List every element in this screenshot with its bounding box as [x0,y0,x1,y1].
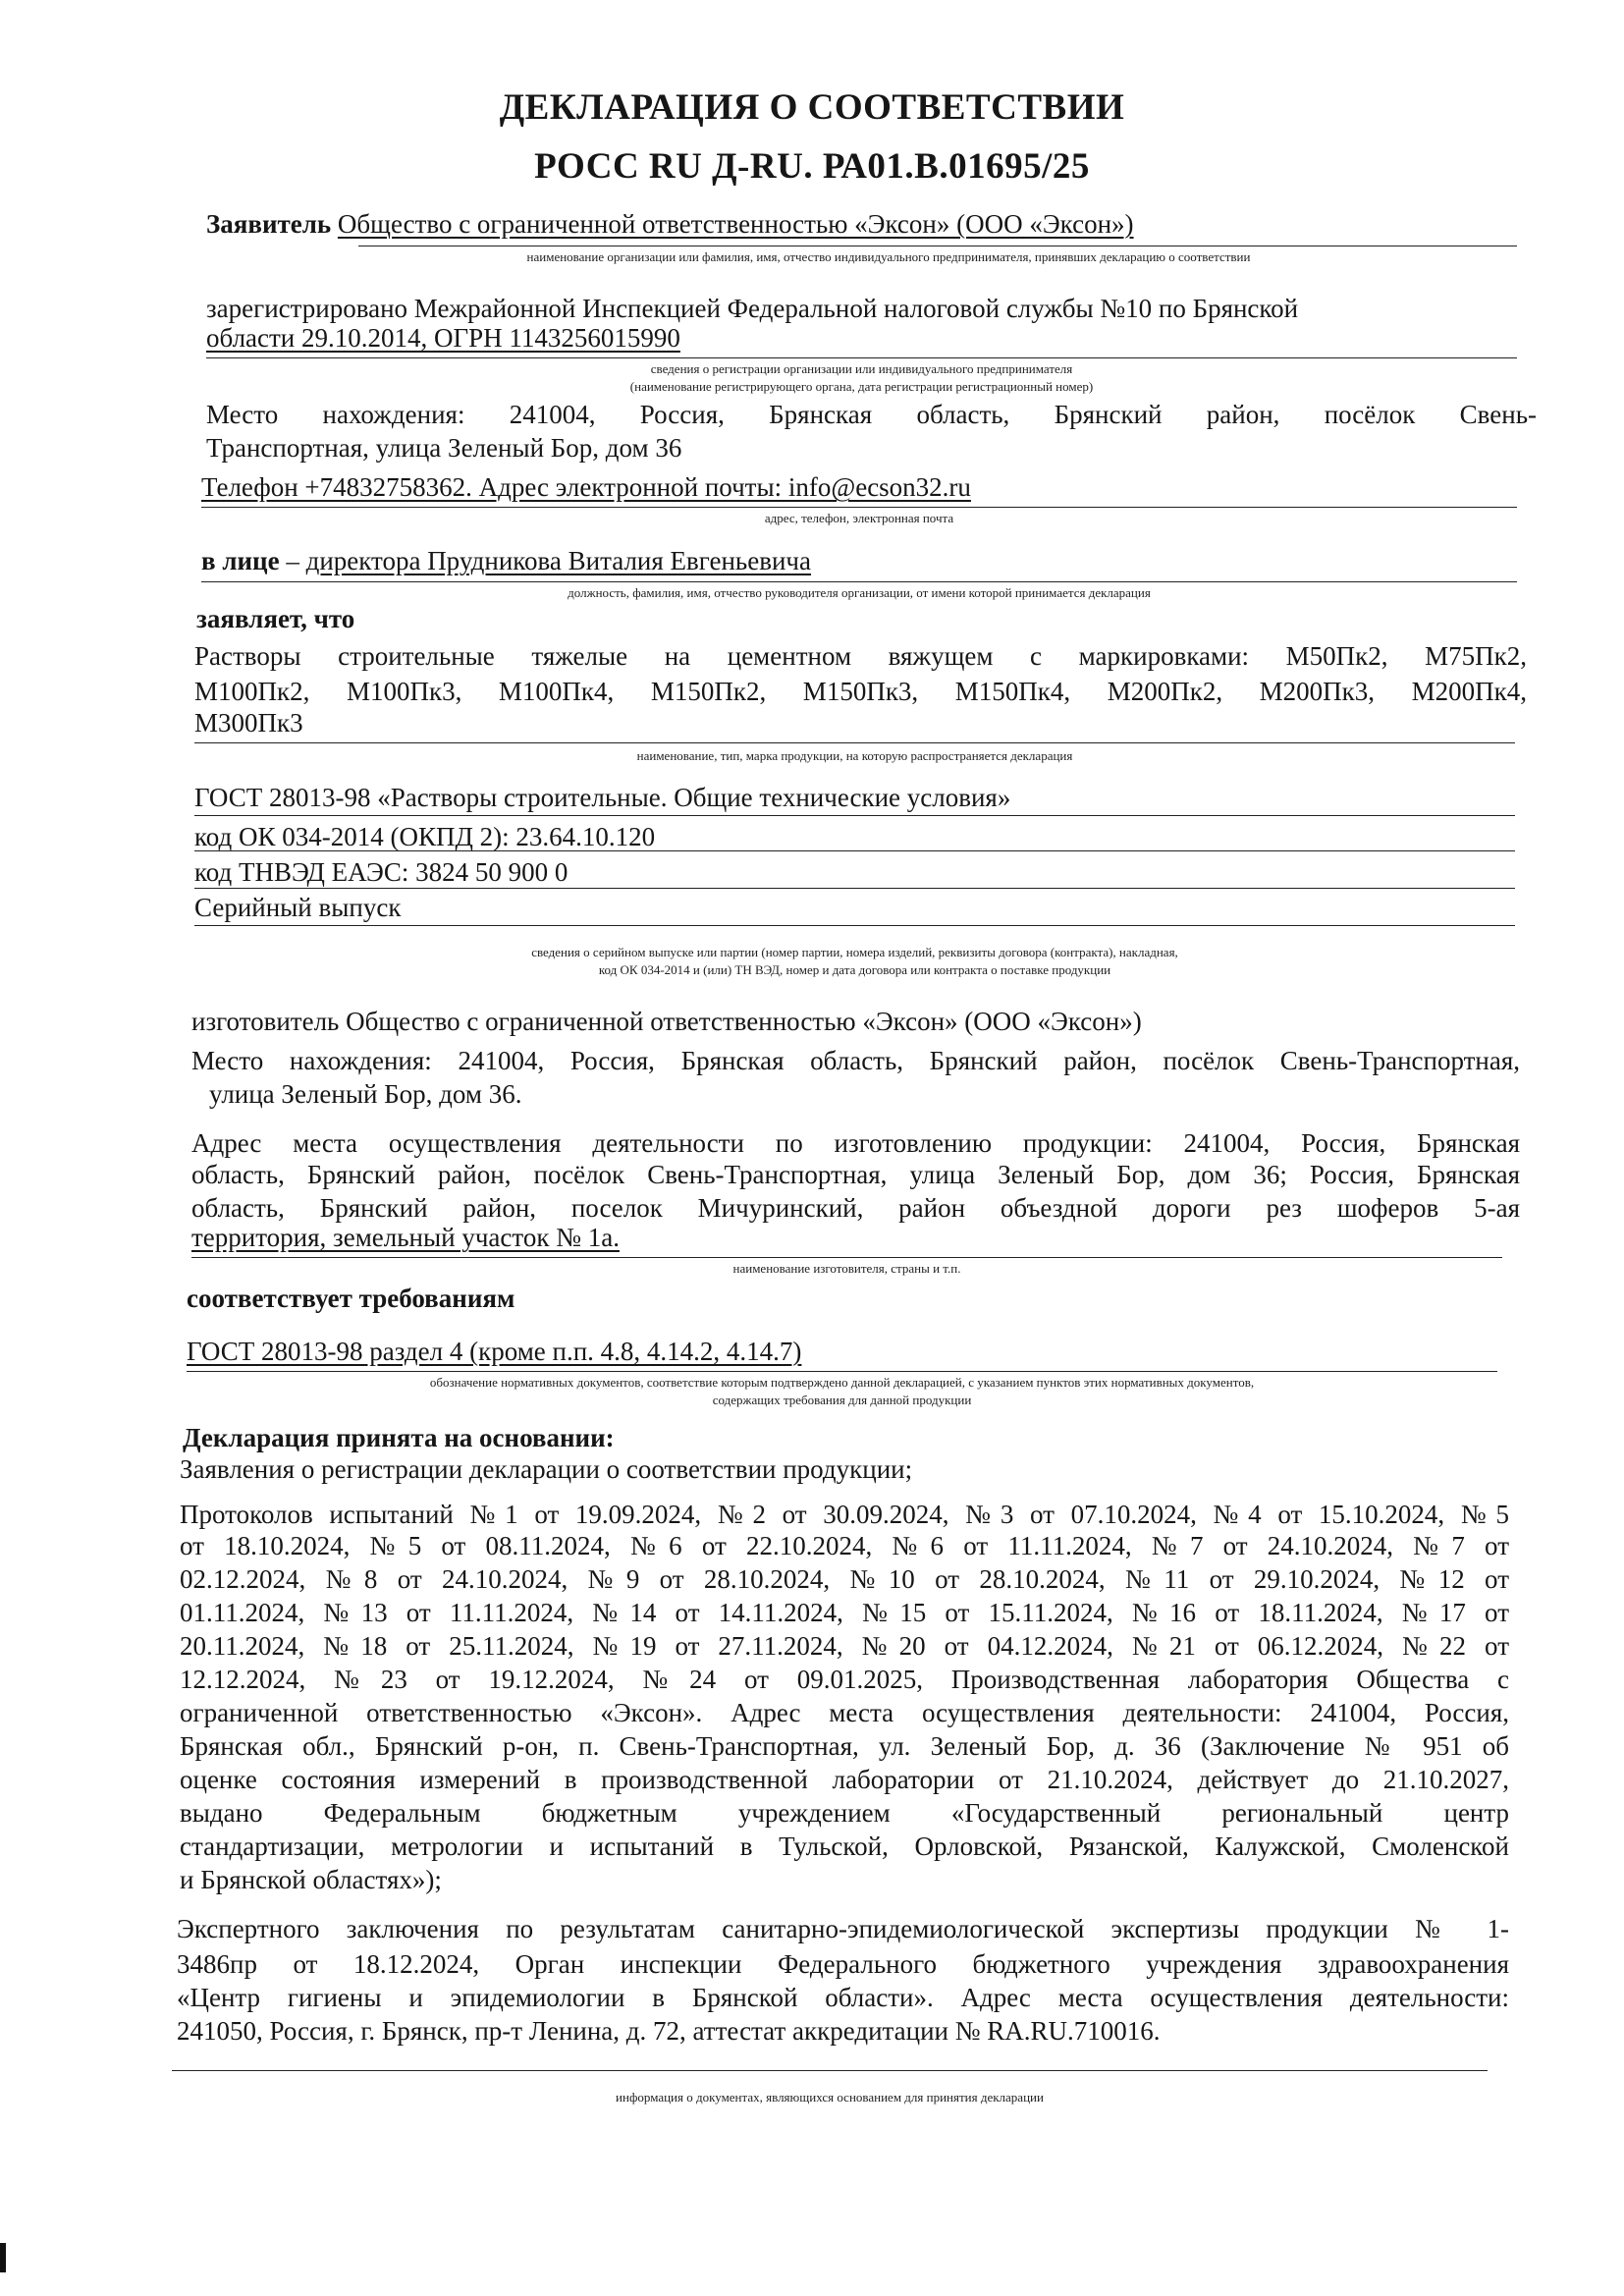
applicant-row [206,208,1134,240]
product-gost: ГОСТ 28013-98 «Растворы строительные. Общие технические условия» [194,783,1011,812]
product-tnved: код ТНВЭД ЕАЭС: 3824 50 900 0 [194,857,568,887]
basis-line: оценке состояния измерений в производственной лаборатории от 21.10.2024, действует до 21.10.2027, [180,1765,1509,1794]
basis-line: и Брянской областях»); [180,1865,442,1894]
registration-text-1: зарегистрировано Межрайонной Инспекцией Федеральной налоговой службы №10 по Брянской [206,294,1299,323]
basis-line: 3486пр от 18.12.2024, Орган инспекции Федерального бюджетного учреждения здравоохранения [177,1949,1509,1979]
representative-label: в лице [201,546,280,575]
applicant-address-1: Место нахождения: 241004, Россия, Брянская область, Брянский район, посёлок Свень- [206,400,1537,429]
applicant-label: Заявитель [206,209,332,239]
applicant-contacts: Телефон +74832758362. Адрес электронной почты: info@ecson32.ru [201,472,971,502]
product-caption: наименование, тип, марка продукции, на которую распространяется декларация [636,748,1073,763]
basis-line: «Центр гигиены и эпидемиологии в Брянской области». Адрес места осуществления деятельности: [177,1983,1509,2012]
product-label-row [196,603,354,634]
manufacturer-caption: наименование изготовителя, страны и т.п. [732,1261,961,1276]
basis-label: Декларация принята на основании: [183,1423,615,1452]
applicant-address-2: Транспортная, улица Зеленый Бор, дом 36 [206,433,682,463]
serial-caption-2: код ОК 034-2014 и (или) ТН ВЭД, номер и дата договора или контракта о поставке продукции [598,962,1111,977]
compliance-caption-2: содержащих требования для данной продукции [712,1393,972,1407]
representative-caption: должность, фамилия, имя, отчество руководителя организации, от имени которой принимается декларация [568,585,1151,600]
manufacturer-line-1: изготовитель Общество с ограниченной ответственностью «Эксон» (ООО «Эксон») [191,1007,1142,1036]
basis-caption: информация о документах, являющихся основанием для принятия декларации [616,2090,1044,2105]
compliance-label: соответствует требованиям [187,1284,515,1313]
registration-line-2: области 29.10.2014, ОГРН 1143256015990 [206,323,680,353]
representative-row [201,545,811,576]
contacts-rule [201,507,1517,508]
basis-line: выдано Федеральным бюджетным учреждением «Государственный региональный центр [180,1798,1509,1828]
applicant-caption: наименование организации или фамилия, имя, отчество индивидуального предпринимателя, принявших декларацию о соответствии [526,249,1251,264]
manufacturer-line-5: область, Брянский район, посёлок Свень-Транспортная, улица Зеленый Бор, дом 36; Россия, Брянская [191,1160,1520,1189]
product-serial: Серийный выпуск [194,893,402,922]
applicant-name: Общество с ограниченной ответственностью «Эксон» (ООО «Эксон») [337,209,1134,239]
manufacturer-line-2: Место нахождения: 241004, Россия, Брянская область, Брянский район, посёлок Свень-Транспортная, [191,1046,1520,1075]
basis-line: Экспертного заключения по результатам санитарно-эпидемиологической экспертизы продукции № 1- [177,1914,1509,1943]
basis-rule [172,2070,1488,2071]
product-line-1: Растворы строительные тяжелые на цементном вяжущем с маркировками: М50Пк2, М75Пк2, [194,641,1527,671]
product-line-3: М300Пк3 [194,708,303,738]
compliance-label-row [187,1283,514,1314]
gost-rule [194,815,1515,816]
compliance-caption-1: обозначение нормативных документов, соответствие которым подтверждено данной декларацией, с указанием пунктов этих нормативных документов, [429,1375,1255,1390]
basis-line: Протоколов испытаний №1 от 19.09.2024, №2 от 30.09.2024, №3 от 07.10.2024, №4 от 15.10.2024, №5 [180,1500,1509,1529]
product-label: заявляет, что [196,604,355,633]
basis-line: 01.11.2024, №13 от 11.11.2024, №14 от 14.11.2024, №15 от 15.11.2024, №16 от 18.11.2024, №17 от [180,1598,1509,1627]
compliance-rule [187,1371,1497,1372]
scan-edge-mark [0,2243,6,2272]
representative-name: директора Прудникова Виталия Евгеньевича [305,546,811,575]
product-rule [194,742,1515,743]
declaration-number: РОСС RU Д-RU. РА01.В.01695/25 [534,146,1090,187]
manufacturer-line-3: улица Зеленый Бор, дом 36. [209,1079,522,1109]
basis-line: 02.12.2024, №8 от 24.10.2024, №9 от 28.10.2024, №10 от 28.10.2024, №11 от 29.10.2024, №12 от [180,1564,1509,1594]
basis-line: Брянская обл., Брянский р-он, п. Свень-Транспортная, ул. Зеленый Бор, д. 36 (Заключение № 951 об [180,1731,1509,1761]
representative-rule [201,581,1517,582]
representative-dash: – [286,546,299,575]
basis-label-row [183,1422,615,1453]
basis-line: Заявления о регистрации декларации о соответствии продукции; [180,1454,913,1484]
serial-rule [194,925,1515,926]
basis-line: от 18.10.2024, №5 от 08.11.2024, №6 от 22.10.2024, №6 от 11.11.2024, №7 от 24.10.2024, №7 от [180,1531,1509,1560]
basis-line: ограниченной ответственностью «Эксон». Адрес места осуществления деятельности: 241004, Россия, [180,1698,1509,1727]
basis-line: 20.11.2024, №18 от 25.11.2024, №19 от 27.11.2024, №20 от 04.12.2024, №21 от 06.12.2024, №22 от [180,1631,1509,1661]
contacts-caption: адрес, телефон, электронная почта [764,511,954,525]
manufacturer-rule [191,1257,1502,1258]
compliance-standard: ГОСТ 28013-98 раздел 4 (кроме п.п. 4.8, 4.14.2, 4.14.7) [187,1337,802,1366]
product-line-2: М100Пк2, М100Пк3, М100Пк4, М150Пк2, М150Пк3, М150Пк4, М200Пк2, М200Пк3, М200Пк4, [194,677,1527,706]
registration-caption-2: (наименование регистрирующего органа, дата регистрации регистрационный номер) [629,379,1094,394]
basis-line: 241050, Россия, г. Брянск, пр-т Ленина, д. 72, аттестат аккредитации № RA.RU.710016. [177,2016,1161,2046]
document-title: ДЕКЛАРАЦИЯ О СООТВЕТСТВИИ [499,87,1125,128]
serial-caption-1: сведения о серийном выпуске или партии (номер партии, номера изделий, реквизиты договора (контракта), накладная, [531,945,1178,959]
registration-line-1 [206,293,1537,324]
registration-caption-1: сведения о регистрации организации или индивидуального предпринимателя [650,361,1073,376]
basis-line: стандартизации, метрологии и испытаний в Тульской, Орловской, Рязанской, Калужской, Смоленской [180,1831,1509,1861]
basis-line: 12.12.2024, №23 от 19.12.2024, №24 от 09.01.2025, Производственная лаборатория Общества с [180,1665,1509,1694]
okpd-rule [194,850,1515,851]
product-okpd: код ОК 034-2014 (ОКПД 2): 23.64.10.120 [194,822,656,851]
registration-rule [206,357,1517,358]
manufacturer-line-7: территория, земельный участок № 1а. [191,1223,620,1252]
manufacturer-line-6: область, Брянский район, поселок Мичуринский, район объездной дороги рез шоферов 5-ая [191,1193,1520,1223]
tnved-rule [194,888,1515,889]
manufacturer-line-4: Адрес места осуществления деятельности по изготовлению продукции: 241004, Россия, Брянская [191,1128,1520,1158]
